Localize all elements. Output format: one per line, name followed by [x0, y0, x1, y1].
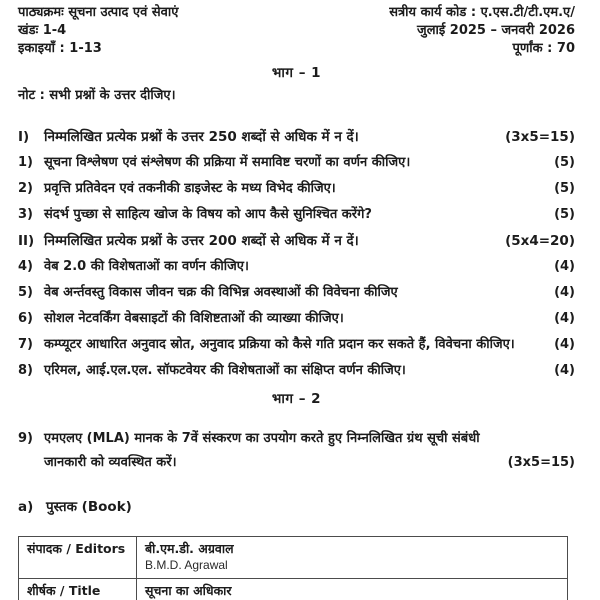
- header-row-3: [18, 40, 575, 58]
- document-header: [18, 4, 575, 58]
- editor-name-english: B.M.D. Agrawal: [145, 558, 228, 572]
- question-text: वेब 2.0 की विशेषताओं का वर्णन कीजिए।: [44, 259, 249, 274]
- question-marks: (4): [554, 337, 575, 352]
- question-text: सूचना विश्लेषण एवं संश्लेषण की प्रक्रिया में समाविष्ट चरणों का वर्णन कीजिए।: [44, 155, 411, 170]
- row-value: [137, 537, 568, 579]
- book-title-hindi: सूचना का अधिकार: [145, 583, 232, 598]
- question-9: [18, 427, 575, 475]
- section-number: II): [18, 233, 35, 249]
- section-marks: (3x5=15): [505, 129, 575, 145]
- question-marks: (5): [554, 181, 575, 196]
- section-instruction: निम्मलिखित प्रत्येक प्रश्नों के उत्तर 250 शब्दों से अधिक में न दें।: [44, 129, 359, 145]
- section-1-heading: [18, 125, 575, 149]
- questions-block: [18, 125, 575, 383]
- part-1-title: भाग – 1: [271, 65, 322, 81]
- table-row-editors: [19, 537, 568, 579]
- question-number: 6): [18, 311, 33, 326]
- sub-item-marker: a): [18, 499, 34, 515]
- question-text: एरिमल, आई.एल.एल. सॉफटवेयर की विशेषताओं का संक्षिप्त वर्णन कीजिए।: [44, 363, 406, 378]
- question-number: 9): [18, 431, 33, 446]
- question-3: [18, 203, 575, 227]
- book-reference-table: [18, 536, 568, 600]
- row-label: संपादक / Editors: [19, 537, 137, 579]
- question-number: 8): [18, 363, 33, 378]
- question-marks: (4): [554, 285, 575, 300]
- question-5: [18, 281, 575, 305]
- sub-item-label: पुस्तक (Book): [46, 499, 132, 515]
- question-text: कम्प्यूटर आधारित अनुवाद स्रोत, अनुवाद प्रक्रिया को कैसे गति प्रदान कर सकते हैं, विवेचना कीजिए।: [44, 337, 515, 352]
- question-text: प्रवृत्ति प्रतिवेदन एवं तकनीकी डाइजेस्ट के मध्य विभेद कीजिए।: [44, 181, 336, 196]
- course-title: पाठ्यक्रमः सूचना उत्पाद एवं सेवाएं: [18, 5, 179, 20]
- max-marks: पूर्णांक : 70: [512, 41, 575, 56]
- section-marks: (5x4=20): [505, 233, 575, 249]
- question-6: [18, 307, 575, 331]
- question-7: [18, 333, 575, 357]
- question-marks: (5): [554, 155, 575, 170]
- instructions-note: नोट : सभी प्रश्नों के उत्तर दीजिए।: [18, 88, 176, 103]
- section-instruction: निम्मलिखित प्रत्येक प्रश्नों के उत्तर 200 शब्दों से अधिक में न दें।: [44, 233, 359, 249]
- question-text: वेब अर्न्तवस्तु विकास जीवन चक्र की विभिन्न अवस्थाओं की विवेचना कीजिए: [44, 285, 398, 300]
- table-row-title: [19, 579, 568, 600]
- editor-name-hindi: बी.एम.डी. अग्रवाल: [145, 541, 234, 556]
- section-2-heading: [18, 229, 575, 253]
- question-text: एमएलए (MLA) मानक के 7वें संस्करण का उपयोग करते हुए निम्नलिखित ग्रंथ सूची संबंधी जानकारी को व्यवस्थित करें।: [44, 431, 480, 470]
- question-number: 7): [18, 337, 33, 352]
- units-range: इकाइयाँ : 1-13: [18, 41, 102, 56]
- question-marks: (3x5=15): [507, 455, 575, 470]
- question-8: [18, 359, 575, 383]
- row-value: [137, 579, 568, 600]
- question-number: 2): [18, 181, 33, 196]
- question-number: 3): [18, 207, 33, 222]
- question-text: सोशल नेटवर्किंग वेबसाइटों की विशिष्टताओं की व्याख्या कीजिए।: [44, 311, 344, 326]
- question-marks: (4): [554, 311, 575, 326]
- question-number: 5): [18, 285, 33, 300]
- section-number: I): [18, 129, 30, 145]
- row-label: शीर्षक / Title: [19, 579, 137, 600]
- header-row-2: [18, 22, 575, 40]
- part-2-title: भाग – 2: [271, 391, 322, 407]
- question-2: [18, 177, 575, 201]
- question-marks: (5): [554, 207, 575, 222]
- question-text: संदर्भ पुच्छा से साहित्य खोज के विषय को आप कैसे सुनिश्चित करेंगे?: [44, 207, 372, 222]
- question-1: [18, 151, 575, 175]
- question-marks: (4): [554, 363, 575, 378]
- question-number: 1): [18, 155, 33, 170]
- sub-item-a: [18, 495, 575, 519]
- session-period: जुलाई 2025 – जनवरी 2026: [417, 23, 575, 38]
- assignment-code: सत्रीय कार्य कोड : ए.एस.टी/टी.एम.ए/: [389, 5, 575, 20]
- question-number: 4): [18, 259, 33, 274]
- header-row-1: [18, 4, 575, 22]
- question-marks: (4): [554, 259, 575, 274]
- block-range: खंडः 1-4: [18, 23, 67, 38]
- question-4: [18, 255, 575, 279]
